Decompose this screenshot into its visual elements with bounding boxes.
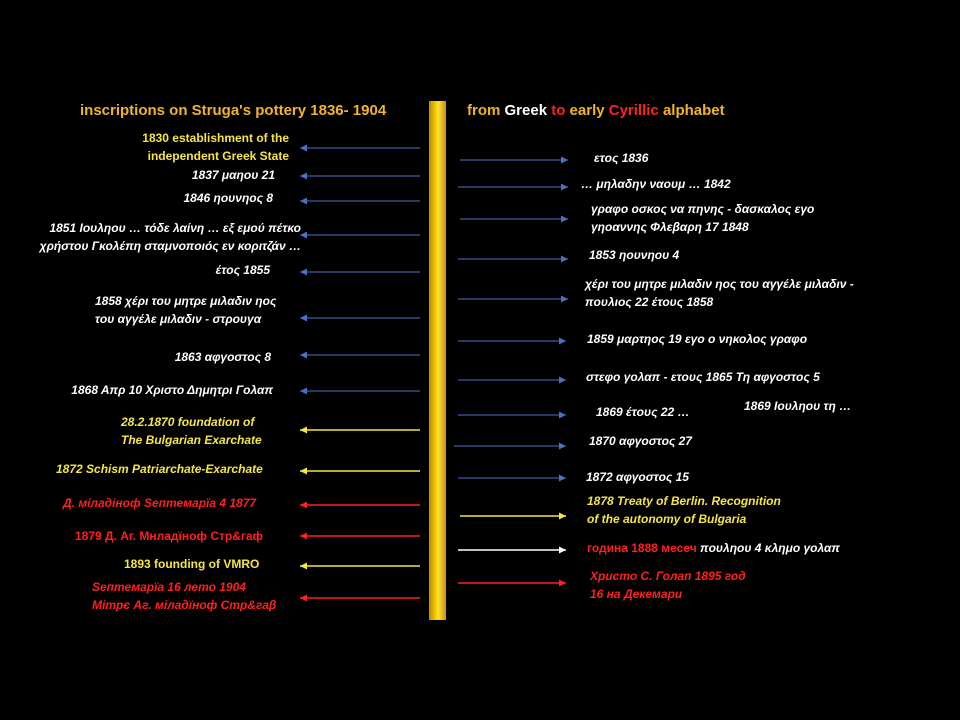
left-item-1870: 28.2.1870 foundation of The Bulgarian Exarchate	[121, 415, 262, 447]
left-arrow-0	[300, 145, 420, 152]
left-item-1893: 1893 founding of VMRO	[124, 557, 260, 571]
left-arrow-2	[300, 198, 420, 205]
right-arrow-1	[458, 184, 568, 191]
timeline-bar	[429, 101, 446, 620]
left-item-1879: 1879 Д. Аг. Мнладїноф Стр&гаф	[75, 529, 264, 543]
left-arrow-12	[300, 563, 420, 570]
right-item-1870: 1870 αφγοστος 27	[589, 434, 692, 448]
right-item-1869b: 1869 Ιουληου τη …	[744, 399, 852, 413]
right-item-1888: година 1888 месеч πουληου 4 κλημο γολαπ	[587, 541, 840, 555]
left-arrow-6	[300, 352, 420, 359]
right-item-1869a: 1869 έτους 22 …	[596, 405, 690, 419]
left-arrow-5	[300, 315, 420, 322]
left-arrow-4	[300, 269, 420, 276]
right-arrow-4	[458, 296, 568, 303]
right-arrow-7	[458, 412, 566, 419]
left-header-title: inscriptions on Struga's pottery 1836- 1904	[80, 102, 387, 119]
right-arrow-5	[458, 338, 566, 345]
left-item-1837: 1837 μαηου 21	[191, 168, 275, 182]
left-item-1830: 1830 establishment of the independent Greek State	[142, 131, 289, 163]
right-item-1853: 1853 ηουνηου 4	[589, 248, 680, 262]
left-item-1851: 1851 Ιουληου … τόδε λαίνη … εξ εμού πέτκο χρήστου Γκολέπη σταμνοποιός εν κοριτζάν …	[39, 221, 301, 253]
left-item-1855: έτος 1855	[215, 263, 270, 277]
right-arrow-0	[460, 157, 568, 164]
right-arrow-12	[458, 547, 566, 554]
right-item-1859: 1859 μαρτηος 19 εγο ο νηκολος γραφο	[587, 332, 808, 346]
left-item-1868: 1868 Απρ 10 Χριστο Δημητρι Γολαπ	[71, 383, 273, 397]
right-item-1858: χέρι του μητρε μιλαδιν ηος του αγγέλε μιλαδιν - πουλιος 22 έτους 1858	[585, 277, 854, 309]
right-item-1836: ετος 1836	[594, 151, 649, 165]
right-arrow-6	[458, 377, 566, 384]
right-item-1842: … μηλαδην ναουμ … 1842	[581, 177, 731, 191]
right-item-1865: στεφο γολαπ - ετους 1865 Τη αφγοστος 5	[586, 370, 820, 384]
right-arrow-2	[460, 216, 568, 223]
right-arrow-3	[458, 256, 568, 263]
left-arrow-8	[300, 427, 420, 434]
right-arrow-13	[458, 580, 566, 587]
right-item-1848: γραφο οσκος να πηνης - δασκαλος εγο γηοαννης Φλεβαρη 17 1848	[591, 202, 815, 234]
left-item-1863: 1863 αφγοστος 8	[174, 350, 271, 364]
left-item-1846: 1846 ηουνηος 8	[183, 191, 273, 205]
left-item-1877: Д. міладіноф Sептемарїа 4 1877	[63, 496, 257, 510]
left-arrow-10	[300, 502, 420, 509]
left-arrow-9	[300, 468, 420, 475]
right-item-1878: 1878 Treaty of Berlin. Recognition of the autonomy of Bulgaria	[587, 494, 781, 526]
right-arrow-11	[460, 513, 566, 520]
left-arrow-13	[300, 595, 420, 602]
left-arrow-11	[300, 533, 420, 540]
right-item-1895: Христо С. Голап 1895 год 16 на Декемари	[590, 569, 746, 601]
left-arrow-7	[300, 388, 420, 395]
left-arrow-3	[300, 232, 420, 239]
left-arrow-1	[300, 173, 420, 180]
left-item-1858: 1858 χέρι του μητρε μιλαδιν ηος του αγγέλε μιλαδιν - στρουγα	[95, 294, 277, 326]
left-item-1872: 1872 Schism Patriarchate-Exarchate	[56, 462, 263, 476]
right-header-title: from Greek to early Cyrillic alphabet	[467, 102, 725, 119]
right-item-1872: 1872 αφγοστος 15	[586, 470, 689, 484]
right-arrow-9	[454, 443, 566, 450]
right-arrow-10	[458, 475, 566, 482]
left-item-1904: Sептемарїа 16 лето 1904 Мітрє Аг. міладїноф Стр&гаβ	[92, 580, 277, 612]
